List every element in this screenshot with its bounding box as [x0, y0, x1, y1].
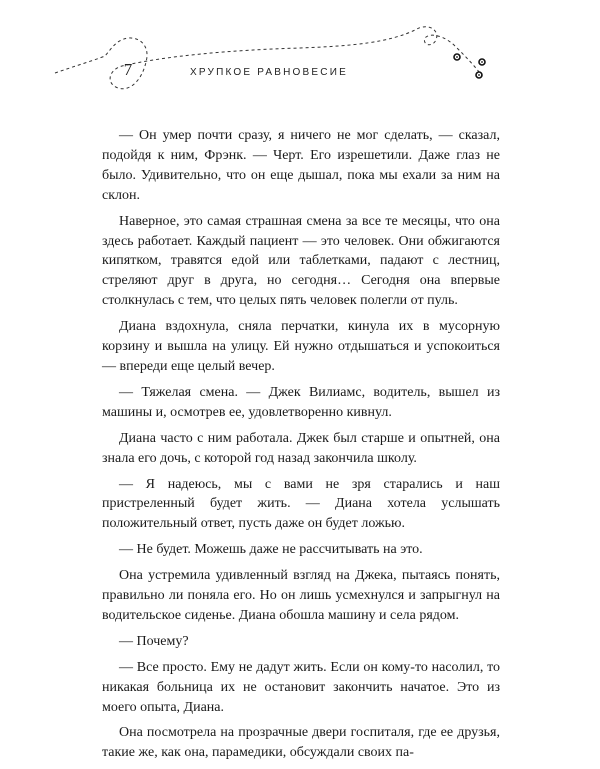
paragraph: — Почему?	[119, 633, 189, 649]
page-number: 7	[123, 60, 133, 79]
flower-icon	[476, 72, 482, 78]
paragraph: Наверное, это самая страшная смена за все те месяцы, что она здесь работает. Каждый пациент — это человек. Они обжигаются кипятком, травятся едой или таблетками, падают с лестниц, стреляют друг в друга, но сегодня… Сегодня она впервые столкнулась с тем, что целых пять человек полегли от пуль.	[102, 213, 500, 309]
paragraph: Она посмотрела на прозрачные двери госпиталя, где ее друзья, такие же, как она, парамедики, обсуждали своих па-	[102, 725, 500, 761]
paragraph: — Тяжелая смена. — Джек Вилиамс, водитель, вышел из машины и, осмотрев ее, удовлетворенно кивнул.	[102, 384, 500, 420]
flower-icon	[454, 54, 460, 60]
paragraph: Она устремила удивленный взгляд на Джека, пытаясь понять, правильно ли поняла его. Но он лишь усмехнулся и запрыгнул на водительское сиденье. Диана обошла машину и села рядом.	[102, 568, 500, 623]
dashed-swirl-ornament	[0, 0, 600, 110]
paragraph: — Я надеюсь, мы с вами не зря старались и наш пристреленный будет жить. — Диана хотела услышать положительный ответ, пусть даже он будет ложью.	[102, 476, 500, 532]
paragraph: — Не будет. Можешь даже не рассчитывать на это.	[119, 542, 423, 558]
paragraph: — Он умер почти сразу, я ничего не мог сделать, — сказал, подойдя к ним, Фрэнк. — Черт. Его изрешетили. Даже глаз не было. Удивительно, что он еще дышал, пока мы ехали за ним на склон.	[102, 128, 500, 203]
flower-icon	[479, 59, 485, 65]
body-text	[102, 126, 500, 769]
paragraph: — Все просто. Ему не дадут жить. Если он кому-то насолил, то никакая больница их не остановит закончить начатое. Это из моего опыта, Диана.	[102, 659, 500, 715]
paragraph: Диана вздохнула, сняла перчатки, кинула их в мусорную корзину и вышла на улицу. Ей нужно отдышаться и успокоиться — впереди еще целый вечер.	[102, 319, 500, 374]
paragraph: Диана часто с ним работала. Джек был старше и опытней, она знала его дочь, с которой год назад закончила школу.	[102, 430, 500, 466]
running-title: ХРУПКОЕ РАВНОВЕСИЕ	[190, 67, 348, 78]
